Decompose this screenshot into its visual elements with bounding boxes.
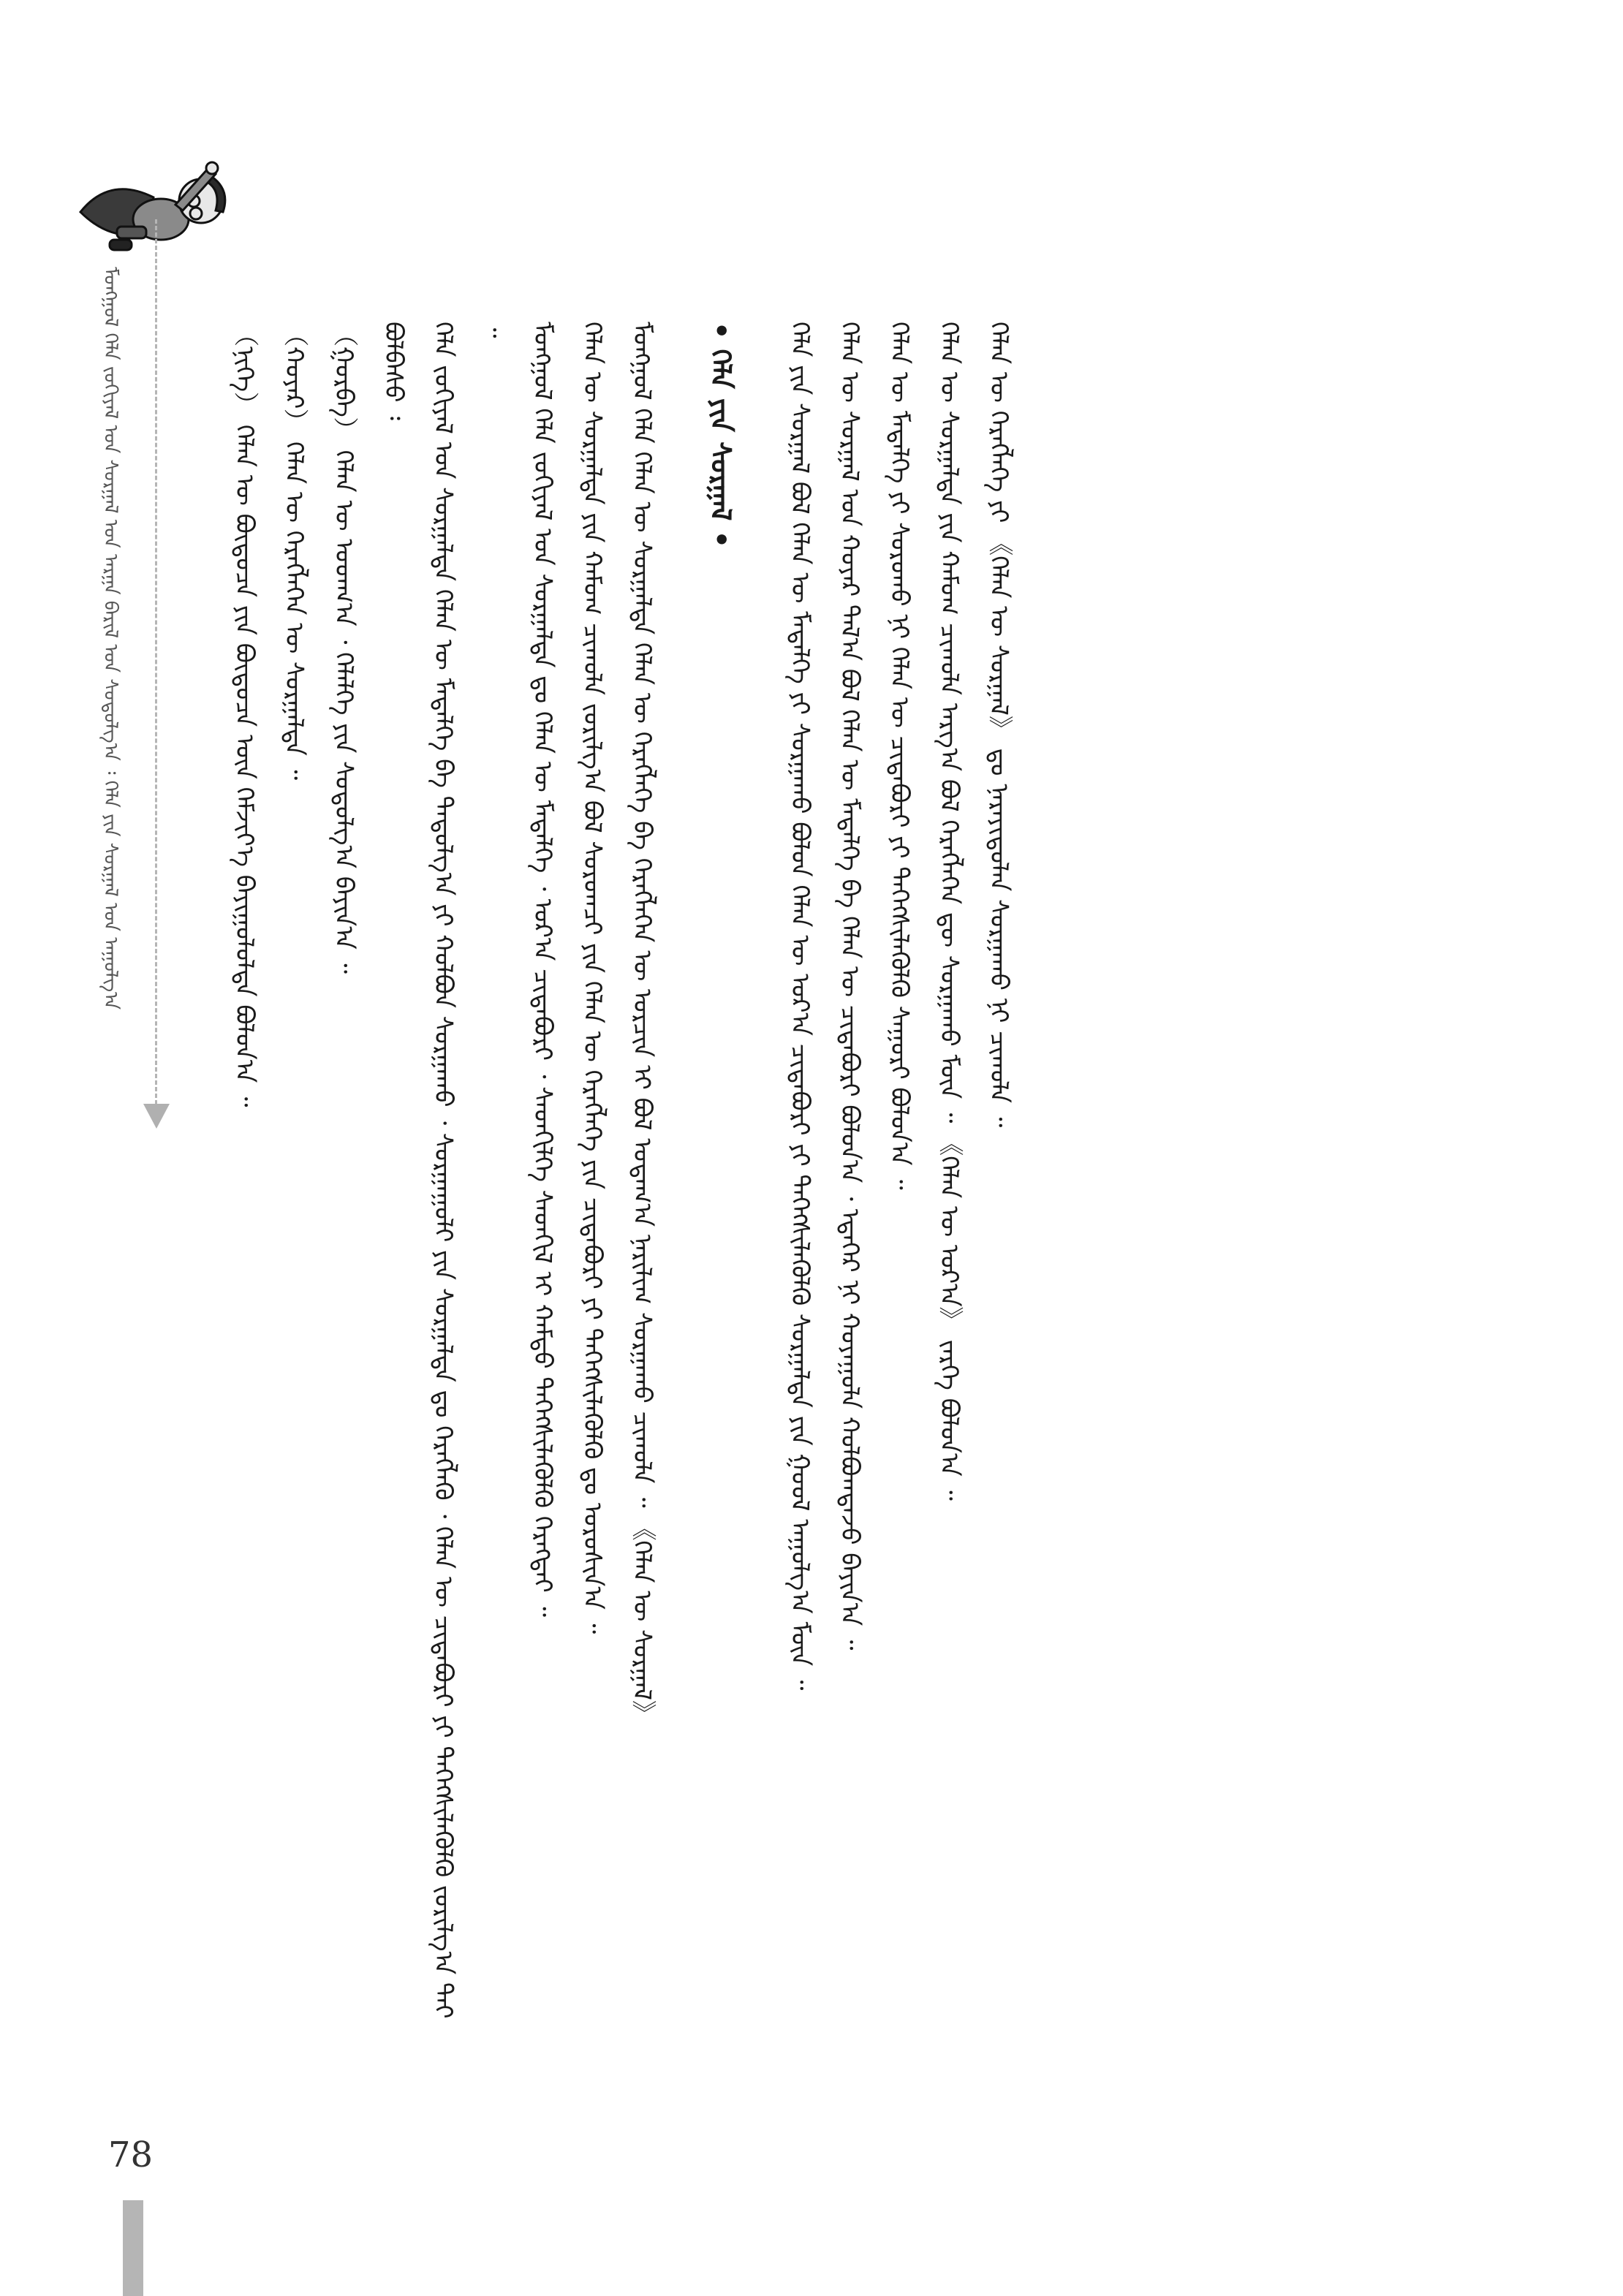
paragraph: ᠮᠣᠩᠭᠣᠯ ᠬᠡᠯᠡ ᠵᠣᠬᠢᠶᠠᠯ ᠤᠨ ᠰᠤᠷᠭᠠᠯᠲᠠ ᠳᠤ ᠬᠡᠯᠡᠨ ᠦ ᠮᠡᠳᠡᠯᠭᠡ ᠂ ᠤᠷ᠎ᠠ ᠴᠢᠳᠠᠪᠤᠷᠢ ᠂ ᠰᠡᠳᠬᠢᠯᠭᠡ ᠰᠡᠳᠬᠢᠯ ᠢ ᠬᠠᠮᠲᠤ ᠳᠡᠭᠡᠭᠰᠢᠯᠡᠭᠦᠯᠬᠦ ᠬᠡᠷᠡᠭᠲᠡᠢ ᠃ — [528, 322, 557, 1617]
paragraph: ᠬᠡᠯᠡᠨ ᠦ ᠰᠤᠷᠭᠠᠯᠲᠠ ᠶᠢᠨ ᠬᠠᠮᠤᠭ ᠴᠢᠬᠤᠯᠠ ᠵᠣᠷᠢᠯᠭ᠎ᠠ ᠪᠣᠯ ᠰᠤᠷᠤᠭᠴᠢ ᠶᠢᠨ ᠬᠡᠯᠡᠨ ᠦ ᠬᠡᠷᠡᠭᠯᠡᠭᠡ ᠶᠢᠨ ᠴᠢᠳᠠᠪᠤᠷᠢ ᠶᠢ ᠳᠡᠭᠡᠭᠰᠢᠯᠡᠭᠦᠯᠬᠦ ᠳᠤ ᠣᠷᠣᠰᠢᠨ᠎ᠠ ᠃ — [578, 322, 607, 1634]
running-header: ᠮᠣᠩᠭᠣᠯ ᠬᠡᠯᠡ ᠵᠣᠬᠢᠶᠠᠯ ᠤᠨ ᠰᠤᠷᠭᠠᠯ ᠤᠨ ᠠᠷᠭᠠ ᠪᠠᠷᠢᠯ ᠤᠨ ᠰᠤᠳᠤᠯᠭ᠎ᠠ ᠄ ᠬᠡᠯᠡ ᠶᠢᠨ ᠰᠤᠷᠭᠠᠯ ᠤᠨ ᠠᠭᠤᠯᠭ᠎ᠠ — [99, 267, 121, 1010]
page-number: 78 — [108, 2134, 154, 2175]
body-text — [219, 322, 1462, 2032]
paragraph: ᠪᠣᠯᠪᠠᠰᠤ ᠄ — [379, 322, 408, 421]
cartoon-boy-illustration — [66, 132, 234, 278]
triangle-arrow-icon — [143, 1104, 170, 1129]
footer-bar — [123, 2200, 143, 2296]
header-divider — [155, 219, 157, 1111]
paragraph: （ᠭᠤᠷᠪᠠ） ᠬᠡᠯᠡᠨ ᠦ ᠤᠳᠬ᠎ᠠ ᠂ ᠬᠡᠯᠡᠯᠭᠡ ᠶᠢᠨ ᠰᠤᠳᠤᠯᠭ᠎ᠠ ᠪᠠᠶᠢᠨ᠎ᠠ ᠃ — [329, 322, 358, 974]
paragraph: ᠬᠡᠯᠡᠨ ᠦ ᠰᠤᠷᠭᠠᠯ ᠤᠨ ᠬᠣᠶᠠᠷ ᠲᠠᠯ᠎ᠠ ᠪᠣᠯ ᠬᠡᠯᠡᠨ ᠦ ᠮᠡᠳᠡᠯᠭᠡ ᠪᠠ ᠬᠡᠯᠡᠨ ᠦ ᠴᠢᠳᠠᠪᠤᠷᠢ ᠪᠣᠯᠣᠨ᠎ᠠ ᠂ ᠡᠳᠡᠭᠡᠷ ᠨᠢ ᠬᠣᠶᠠᠭᠤᠯᠠ ᠬᠣᠯᠪᠣᠭᠳᠠᠵᠤ ᠪᠠᠶᠢᠨ᠎ᠠ ᠃ — [835, 322, 864, 1651]
paragraph: （ᠬᠣᠶᠠᠷ） ᠬᠡᠯᠡᠨ ᠦ ᠬᠡᠷᠡᠭᠯᠡᠭᠡᠨ ᠦ ᠰᠤᠷᠭᠠᠯᠲᠠ ᠃ — [279, 322, 309, 781]
paragraph: ᠬᠡᠯᠡᠨ ᠦ ᠮᠡᠳᠡᠯᠭᠡ ᠶᠢ ᠰᠤᠷᠤᠬᠤ ᠨᠢ ᠬᠡᠯᠡᠨ ᠦ ᠴᠢᠳᠠᠪᠤᠷᠢ ᠶᠢ ᠳᠡᠭᠡᠭᠰᠢᠯᠡᠭᠦᠯᠬᠦ ᠰᠠᠭᠤᠷᠢ ᠪᠣᠯᠤᠨ᠎ᠠ ᠃ — [885, 322, 914, 1190]
section-heading: • ᠬᠡᠯᠡ ᠶᠢᠨ ᠰᠤᠷᠭᠠᠯ • — [705, 322, 737, 548]
paragraph: ᠬᠡᠯᠡ ᠶᠢᠨ ᠰᠤᠷᠭᠠᠯ ᠪᠣᠯ ᠬᠡᠯᠡᠨ ᠦ ᠮᠡᠳᠡᠯᠭᠡ ᠶᠢ ᠰᠤᠷᠭᠠᠬᠤ ᠪᠣᠯᠣᠨ ᠬᠡᠯᠡᠨ ᠦ ᠤᠷ᠎ᠠ ᠴᠢᠳᠠᠪᠤᠷᠢ ᠶᠢ ᠳᠡᠭᠡᠭᠰᠢᠯᠡᠭᠦᠯᠬᠦ ᠰᠤᠷᠭᠠᠯᠲᠠ ᠶᠢᠨ ᠭᠣᠣᠯ ᠠᠭᠤᠯᠭ᠎ᠠ ᠮᠥᠨ ᠃ — [785, 322, 814, 1691]
paragraph: （ᠨᠢᠭᠡ） ᠬᠡᠯᠡᠨ ᠦ ᠪᠦᠲᠦᠴᠡ ᠶᠢᠨ ᠪᠦᠲᠦᠴᠡ ᠦᠨ ᠬᠡᠮᠵᠢᠶ᠎ᠡ ᠪᠠᠶᠢᠭᠤᠯᠤᠯᠲᠠ ᠪᠣᠯᠣᠨ᠎ᠠ ᠃ — [230, 322, 259, 1107]
paragraph: ᠮᠣᠩᠭᠣᠯ ᠬᠡᠯᠡ ᠬᠡᠯᠡᠨ ᠦ ᠰᠤᠷᠭᠠᠯᠲᠠ ᠬᠡᠯᠡᠨ ᠦ ᠬᠡᠷᠡᠭᠯᠡᠭᠡ ᠪᠠ ᠬᠡᠷᠡᠭᠯᠡᠭᠡᠨ ᠦ ᠣᠷᠴᠢᠨ ᠢ ᠪᠣᠯ ᠤᠳᠠᠭ᠎ᠠ ᠨᠠᠷᠢᠯᠢᠭ ᠰᠤᠷᠭᠠᠬᠤ ᠴᠢᠬᠤᠯᠠ ᠃ 《ᠬᠡᠯᠡᠨ ᠦ ᠰᠤᠷᠭᠠᠯ》 — [627, 322, 657, 1725]
paragraph: ᠬᠡᠯᠡ ᠵᠣᠬᠢᠶᠠᠯ ᠤᠨ ᠰᠤᠷᠭᠠᠯᠲᠠ ᠬᠡᠯᠡᠨ ᠦ ᠮᠡᠳᠡᠯᠭᠡ ᠪᠠ ᠳᠠᠳᠤᠯᠭ᠎ᠠ ᠶᠢ ᠬᠣᠯᠪᠣᠨ ᠰᠤᠷᠭᠠᠬᠤ ᠂ ᠰᠤᠷᠭᠠᠭᠤᠯᠢ ᠶᠢᠨ ᠰᠤᠷᠭᠠᠯᠲᠠ ᠳᠤ ᠬᠡᠷᠡᠭᠯᠡᠬᠦ ᠂ ᠬᠡᠯᠡᠨ ᠦ ᠴᠢᠳᠠᠪᠤᠷᠢ ᠶᠢ ᠳᠡᠭᠡᠭᠰᠢᠯᠡᠭᠦᠯᠬᠦ ᠵᠣᠷᠢᠯᠭ᠎ᠠ ᠲᠠᠢ ᠃ — [428, 322, 507, 2019]
paragraph: ᠬᠡᠯᠡᠨ ᠦ ᠰᠤᠷᠭᠠᠯᠲᠠ ᠶᠢᠨ ᠬᠠᠮᠤᠭ ᠴᠢᠬᠤᠯᠠ ᠠᠷᠭ᠎ᠠ ᠪᠣᠯ ᠬᠡᠷᠡᠭᠯᠡᠭᠡᠨ ᠳᠦ ᠰᠤᠷᠭᠠᠬᠤ ᠮᠥᠨ ᠃ 《ᠬᠡᠯᠡᠨ ᠦ ᠤᠷ᠎ᠠ》 ᠵᠡᠷᠭᠡ ᠪᠣᠯᠣᠨ᠎ᠠ ᠃ — [934, 322, 964, 1501]
paragraph: ᠬᠡᠯᠡᠨ ᠦ ᠬᠡᠷᠡᠭᠯᠡᠭᠡ ᠶᠢ 《ᠬᠡᠯᠡᠨ ᠦ ᠰᠤᠷᠭᠠᠯ》 ᠳᠤ ᠨᠡᠷᠡᠶᠢᠳᠦᠯᠡᠨ ᠰᠤᠷᠭᠠᠬᠤ ᠨᠢ ᠴᠢᠬᠤᠯᠠ ᠃ — [984, 322, 1013, 1128]
